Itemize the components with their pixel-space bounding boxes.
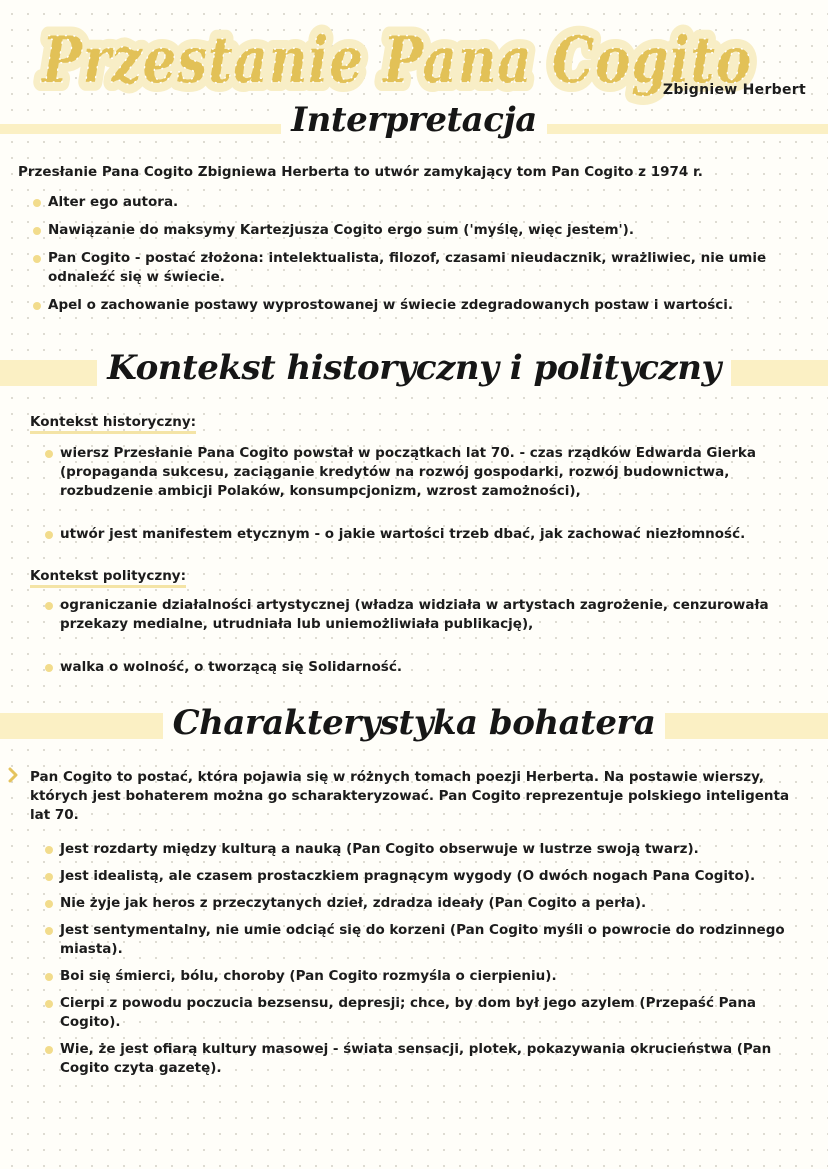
- list-item: Alter ego autora.: [30, 193, 800, 212]
- bullet-icon: [45, 1046, 53, 1054]
- list-item: Jest idealistą, ale czasem prostaczkiem pragnącym wygody (O dwóch nogach Pana Cogito).: [42, 867, 802, 886]
- bullet-icon: [33, 255, 41, 263]
- svg-text:Przestanie Pana Cogito: Przestanie Pana Cogito: [40, 23, 753, 98]
- interpretacja-lead: Przesłanie Pana Cogito Zbigniewa Herberta to utwór zamykający tom Pan Cogito z 1974 r.: [18, 164, 703, 180]
- kontekst-historyczny-label: Kontekst historyczny:: [30, 414, 196, 434]
- heading-kontekst: Kontekst historyczny i polityczny: [0, 348, 828, 388]
- bullet-icon: [45, 450, 53, 458]
- title-text: Przestanie Pana Cogito: [40, 23, 753, 98]
- list-item: wiersz Przesłanie Pana Cogito powstał w początkach lat 70. - czas rządków Edwarda Gierka (propaganda sukcesu, zaciąganie kredytów na rozwój gospodarki, rozwój budownictwa, rozbudzenie ambicji Polaków, konsumpcjonizm, wzrost zamożności),: [42, 444, 802, 501]
- bullet-icon: [45, 531, 53, 539]
- list-item: ograniczanie działalności artystycznej (władza widziała w artystach zagrożenie, cenzurowała przekazy medialne, utrudniała lub uniemożliwiała publikację),: [42, 596, 782, 634]
- bullet-icon: [45, 900, 53, 908]
- heading-bohater: Charakterystyka bohatera: [0, 703, 828, 743]
- bullet-icon: [33, 302, 41, 310]
- bullet-icon: [33, 227, 41, 235]
- bullet-icon: [45, 846, 53, 854]
- bohater-list: [42, 840, 802, 1078]
- kontekst-historyczny-list: [42, 444, 802, 544]
- list-item: Jest rozdarty między kulturą a nauką (Pan Cogito obserwuje w lustrze swoją twarz).: [42, 840, 802, 859]
- bohater-lead: Pan Cogito to postać, która pojawia się w różnych tomach poezji Herberta. Na postawie wierszy, których jest bohaterem można go scharakteryzować. Pan Cogito reprezentuje polskiego inteligenta lat 70.: [30, 769, 790, 823]
- list-item: Pan Cogito - postać złożona: intelektualista, filozof, czasami nieudacznik, wrażliwiec, nie umie odnaleźć się w świecie.: [30, 249, 800, 287]
- author-name: Zbigniew Herbert: [662, 82, 806, 98]
- interpretacja-list: [30, 193, 800, 315]
- list-item: Cierpi z powodu poczucia bezsensu, depresji; chce, by dom był jego azylem (Przepaść Pana Cogito).: [42, 994, 802, 1032]
- kontekst-polityczny-label: Kontekst polityczny:: [30, 568, 186, 588]
- svg-text:Przestanie Pana Cogito: Przestanie Pana Cogito: [40, 23, 753, 98]
- bullet-icon: [45, 602, 53, 610]
- list-item: Jest sentymentalny, nie umie odciąć się do korzeni (Pan Cogito myśli o powrocie do rodzinnego miasta).: [42, 921, 802, 959]
- bullet-icon: [33, 199, 41, 207]
- list-item: Boi się śmierci, bólu, choroby (Pan Cogito rozmyśla o cierpieniu).: [42, 967, 802, 986]
- chevron-right-icon: [8, 767, 18, 783]
- list-item: utwór jest manifestem etycznym - o jakie wartości trzeb dbać, jak zachować niezłomność.: [42, 525, 802, 544]
- list-item: Wie, że jest ofiarą kultury masowej - świata sensacji, plotek, pokazywania okrucieństwa (Pan Cogito czyta gazetę).: [42, 1040, 802, 1078]
- kontekst-polityczny-list: [42, 596, 782, 677]
- list-item: Nie żyje jak heros z przeczytanych dzieł, zdradza ideały (Pan Cogito a perła).: [42, 894, 802, 913]
- list-item: Apel o zachowanie postawy wyprostowanej w świecie zdegradowanych postaw i wartości.: [30, 296, 800, 315]
- bullet-icon: [45, 927, 53, 935]
- bullet-icon: [45, 973, 53, 981]
- list-item: walka o wolność, o tworzącą się Solidarność.: [42, 658, 782, 677]
- bullet-icon: [45, 873, 53, 881]
- list-item: Nawiązanie do maksymy Kartezjusza Cogito ergo sum ('myślę, więc jestem').: [30, 221, 800, 240]
- heading-interpretacja: Interpretacja: [0, 100, 828, 140]
- bullet-icon: [45, 1000, 53, 1008]
- bullet-icon: [45, 664, 53, 672]
